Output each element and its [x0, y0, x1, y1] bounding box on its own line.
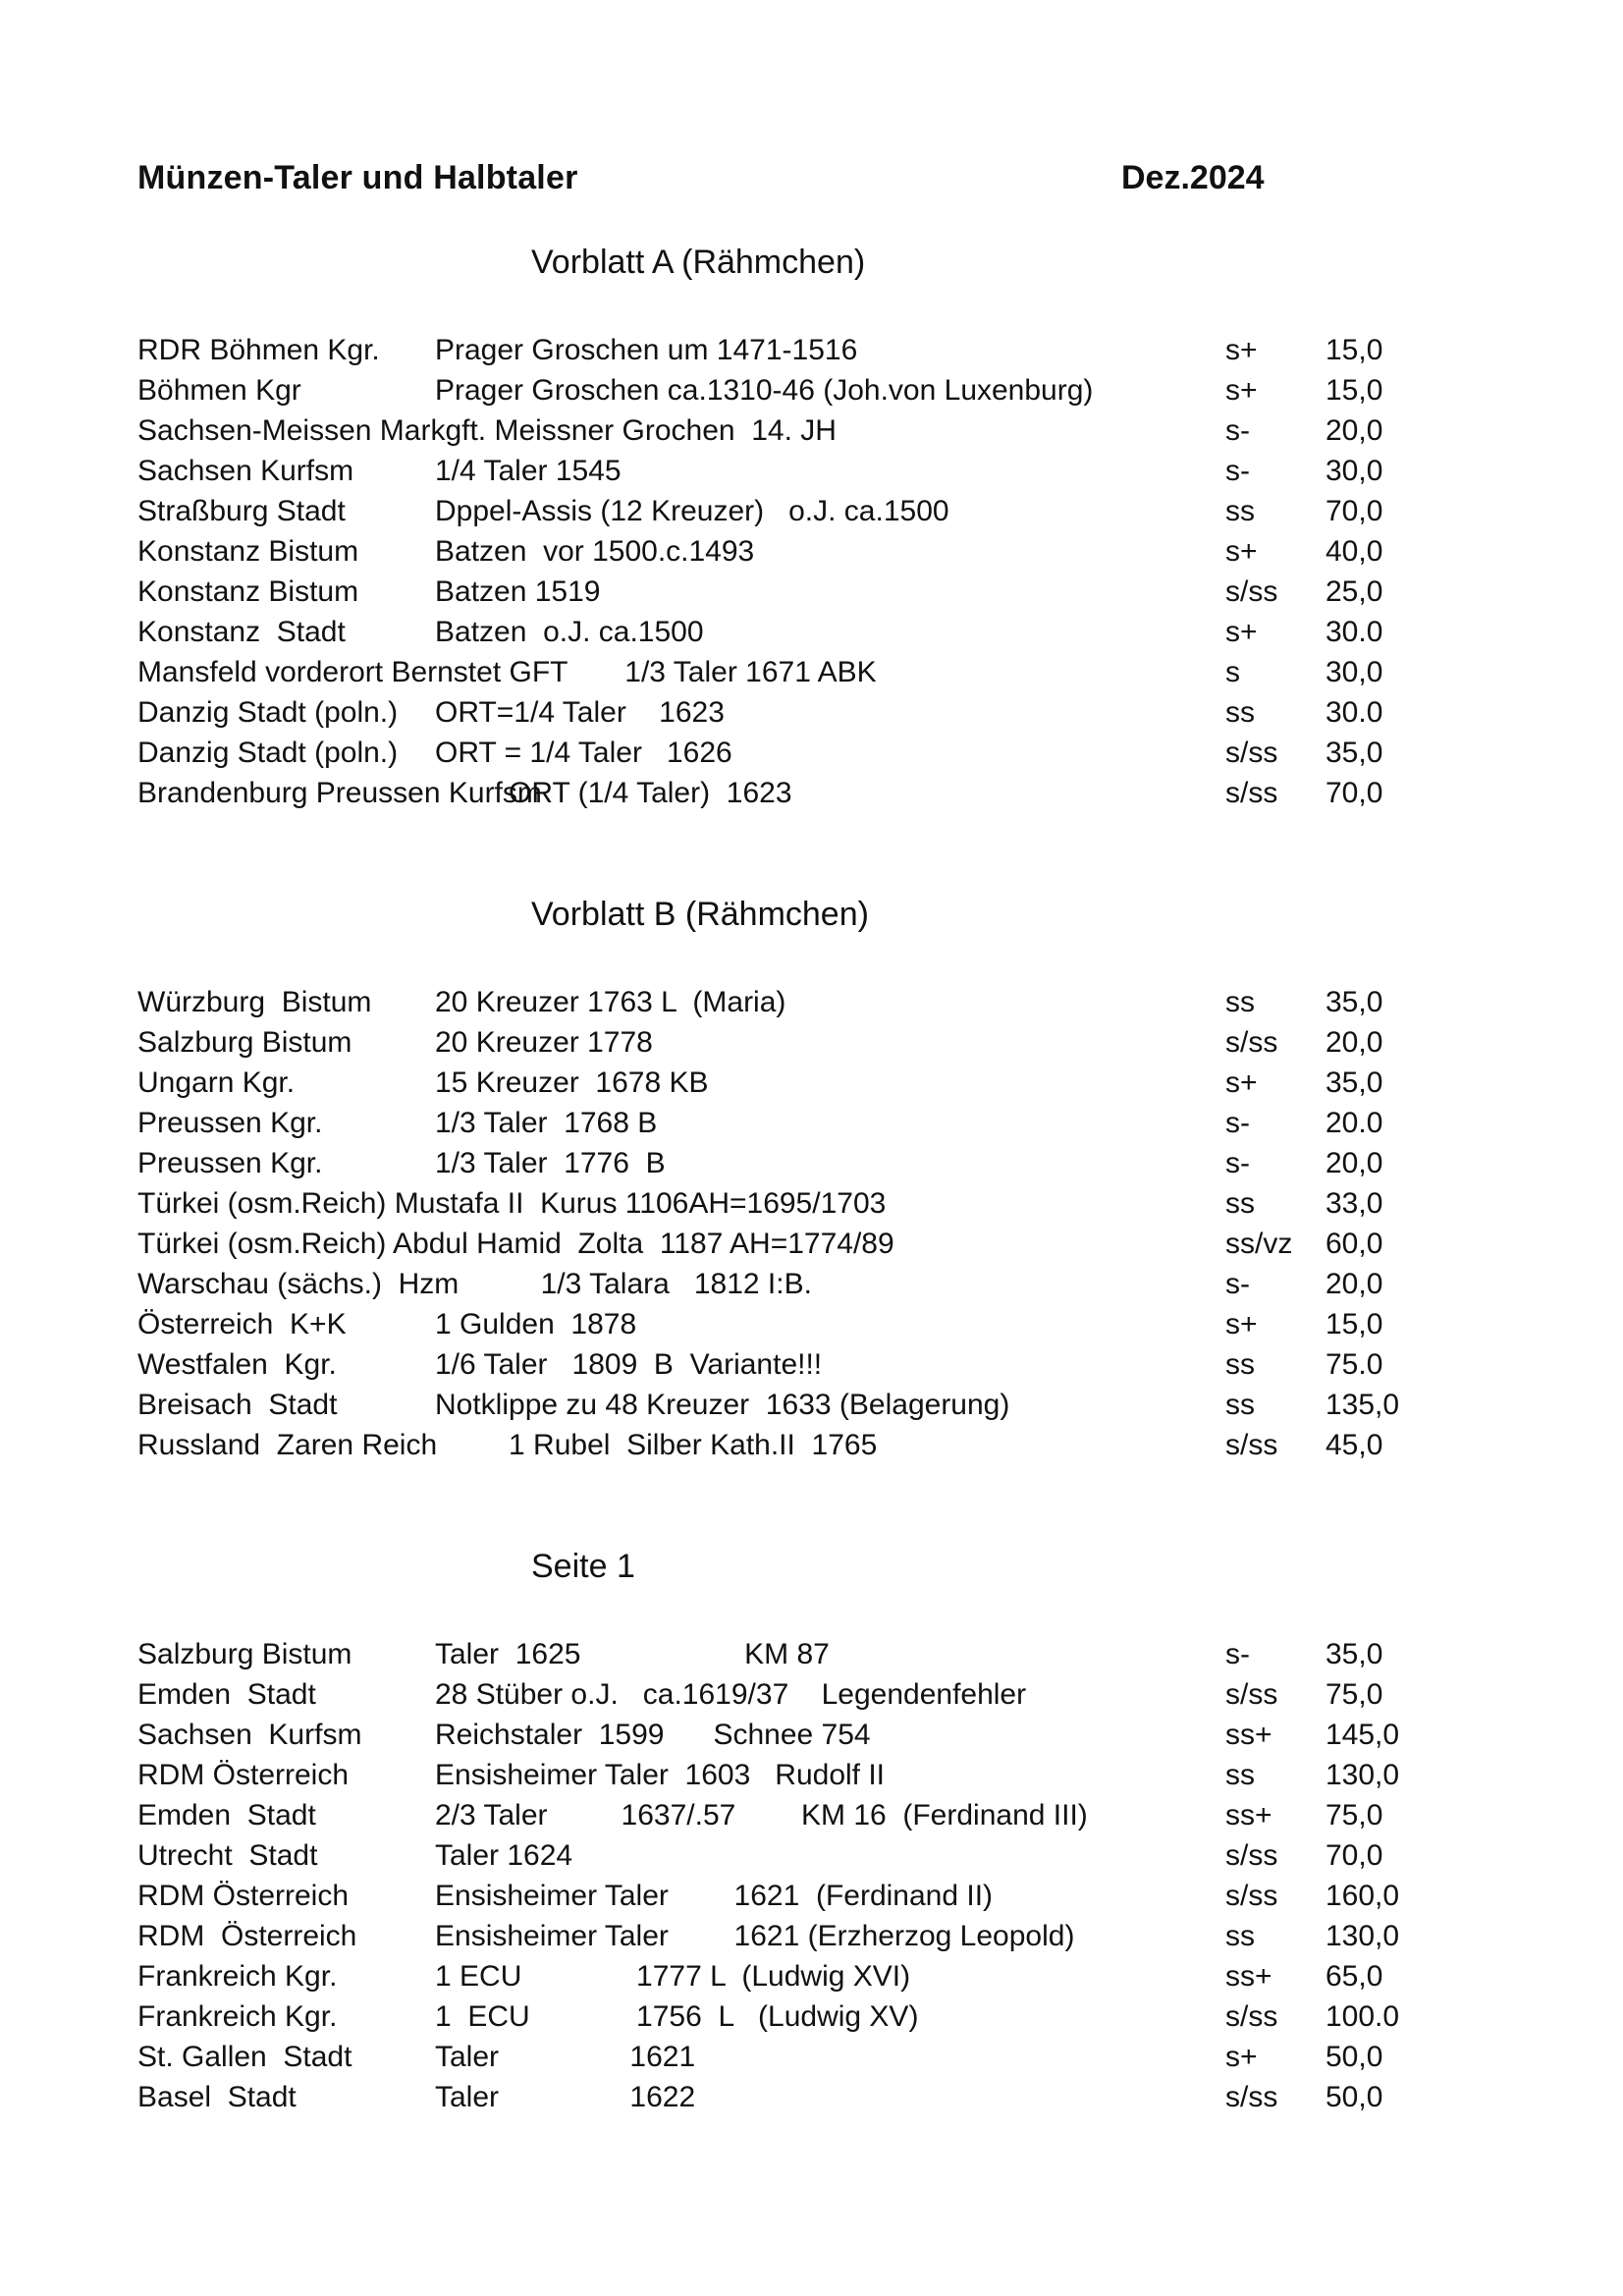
- coin-grade: ss+: [1225, 1719, 1272, 1751]
- coin-grade: s-: [1225, 1268, 1250, 1300]
- coin-description: 1/4 Taler 1545: [435, 455, 622, 487]
- coin-row: [0, 1876, 1623, 1916]
- document-title: Münzen-Taler und Halbtaler: [137, 159, 578, 196]
- coin-row: [0, 1022, 1623, 1063]
- coin-region: Sachsen Kurfsm: [137, 1719, 362, 1751]
- coin-row: [0, 2037, 1623, 2077]
- coin-grade: ss: [1225, 1348, 1255, 1381]
- coin-row: [0, 1264, 1623, 1304]
- coin-region: Salzburg Bistum: [137, 1026, 352, 1059]
- coin-description: Batzen 1519: [435, 575, 601, 608]
- coin-grade: s+: [1225, 334, 1258, 366]
- coin-price: 35,0: [1325, 1638, 1383, 1670]
- coin-price: 75.0: [1325, 1348, 1383, 1381]
- coin-region: RDM Österreich: [137, 1759, 350, 1791]
- coin-price: 75,0: [1325, 1799, 1383, 1831]
- coin-grade: s+: [1225, 616, 1258, 648]
- coin-grade: s/ss: [1225, 1026, 1278, 1059]
- coin-description: 20 Kreuzer 1763 L (Maria): [435, 986, 786, 1018]
- coin-description: Batzen vor 1500.c.1493: [435, 535, 755, 568]
- coin-row: [0, 330, 1623, 370]
- coin-description: Taler 1625 KM 87: [435, 1638, 830, 1670]
- coin-region: Breisach Stadt: [137, 1389, 338, 1421]
- coin-description: Prager Groschen um 1471-1516: [435, 334, 858, 366]
- coin-price: 30.0: [1325, 616, 1383, 648]
- coin-grade: ss+: [1225, 1799, 1272, 1831]
- coin-region: Brandenburg Preussen Kurfsm: [137, 777, 542, 809]
- coin-row: [0, 410, 1623, 451]
- coin-price: 33,0: [1325, 1187, 1383, 1220]
- document-date: Dez.2024: [1121, 159, 1265, 196]
- coin-row: [0, 1835, 1623, 1876]
- coin-region: RDM Österreich: [137, 1880, 350, 1912]
- coin-row: [0, 451, 1623, 491]
- coin-grade: s/ss: [1225, 777, 1278, 809]
- coin-price: 70,0: [1325, 495, 1383, 527]
- coin-price: 15,0: [1325, 374, 1383, 407]
- coin-row: [0, 1183, 1623, 1224]
- coin-region: Konstanz Stadt: [137, 616, 346, 648]
- coin-description: Taler 1622: [435, 2081, 696, 2113]
- coin-grade: s/ss: [1225, 575, 1278, 608]
- section-heading-vorblatt-a: Vorblatt A (Rähmchen): [531, 244, 866, 281]
- coin-price: 35,0: [1325, 737, 1383, 769]
- coin-description: Taler 1624: [435, 1839, 573, 1872]
- coin-description: 1 ECU 1777 L (Ludwig XVI): [435, 1960, 911, 1993]
- coin-region: Danzig Stadt (poln.): [137, 737, 399, 769]
- coin-grade: ss: [1225, 1920, 1255, 1952]
- coin-price: 65,0: [1325, 1960, 1383, 1993]
- coin-list-seite-1: [0, 1634, 1623, 2117]
- coin-description: Batzen o.J. ca.1500: [435, 616, 704, 648]
- coin-grade: s-: [1225, 1638, 1250, 1670]
- coin-region: Würzburg Bistum: [137, 986, 372, 1018]
- coin-region: St. Gallen Stadt: [137, 2041, 352, 2073]
- coin-description: 1 Rubel Silber Kath.II 1765: [435, 1429, 878, 1461]
- coin-row: [0, 1304, 1623, 1344]
- coin-row: [0, 1385, 1623, 1425]
- coin-row: [0, 1674, 1623, 1715]
- coin-description: 20 Kreuzer 1778: [435, 1026, 653, 1059]
- coin-description: 1 ECU 1756 L (Ludwig XV): [435, 2000, 919, 2033]
- coin-grade: ss+: [1225, 1960, 1272, 1993]
- coin-region: Konstanz Bistum: [137, 535, 359, 568]
- coin-row: [0, 652, 1623, 692]
- coin-description: Ensisheimer Taler 1603 Rudolf II: [435, 1759, 886, 1791]
- coin-description: 1 Gulden 1878: [435, 1308, 637, 1340]
- coin-grade: s/ss: [1225, 2081, 1278, 2113]
- coin-row: [0, 1103, 1623, 1143]
- coin-row: [0, 370, 1623, 410]
- coin-grade: s+: [1225, 1308, 1258, 1340]
- coin-region: Russland Zaren Reich: [137, 1429, 438, 1461]
- coin-grade: s+: [1225, 2041, 1258, 2073]
- coin-grade: s/ss: [1225, 2000, 1278, 2033]
- coin-grade: s/ss: [1225, 737, 1278, 769]
- coin-grade: s+: [1225, 374, 1258, 407]
- coin-price: 135,0: [1325, 1389, 1400, 1421]
- coin-region: Westfalen Kgr.: [137, 1348, 337, 1381]
- coin-grade: s-: [1225, 414, 1250, 447]
- coin-price: 50,0: [1325, 2081, 1383, 2113]
- coin-grade: s+: [1225, 1066, 1258, 1099]
- coin-row: [0, 1063, 1623, 1103]
- coin-description: ORT (1/4 Taler) 1623: [435, 777, 792, 809]
- coin-region: Türkei (osm.Reich) Mustafa II Kurus 1106AH=1695/1703: [137, 1187, 887, 1220]
- coin-region: Ungarn Kgr.: [137, 1066, 296, 1099]
- coin-grade: ss: [1225, 1759, 1255, 1791]
- coin-region: Österreich K+K: [137, 1308, 347, 1340]
- coin-description: Reichstaler 1599 Schnee 754: [435, 1719, 871, 1751]
- coin-region: Böhmen Kgr: [137, 374, 301, 407]
- coin-row: [0, 2077, 1623, 2117]
- coin-row: [0, 531, 1623, 572]
- coin-price: 15,0: [1325, 1308, 1383, 1340]
- coin-grade: ss/vz: [1225, 1228, 1293, 1260]
- section-heading-vorblatt-b: Vorblatt B (Rähmchen): [531, 896, 869, 933]
- coin-price: 75,0: [1325, 1678, 1383, 1711]
- coin-description: 1/6 Taler 1809 B Variante!!!: [435, 1348, 823, 1381]
- coin-price: 20,0: [1325, 1268, 1383, 1300]
- coin-region: RDR Böhmen Kgr.: [137, 334, 380, 366]
- coin-grade: s/ss: [1225, 1678, 1278, 1711]
- coin-grade: s-: [1225, 1147, 1250, 1179]
- coin-description: Dppel-Assis (12 Kreuzer) o.J. ca.1500: [435, 495, 949, 527]
- coin-price: 45,0: [1325, 1429, 1383, 1461]
- coin-row: [0, 491, 1623, 531]
- coin-region: Frankreich Kgr.: [137, 2000, 338, 2033]
- coin-price: 130,0: [1325, 1920, 1400, 1952]
- coin-price: 15,0: [1325, 334, 1383, 366]
- coin-price: 40,0: [1325, 535, 1383, 568]
- coin-row: [0, 1715, 1623, 1755]
- coin-price: 145,0: [1325, 1719, 1400, 1751]
- coin-region: Konstanz Bistum: [137, 575, 359, 608]
- coin-row: [0, 1425, 1623, 1465]
- coin-description: 2/3 Taler 1637/.57 KM 16 (Ferdinand III): [435, 1799, 1088, 1831]
- coin-row: [0, 1143, 1623, 1183]
- coin-grade: s: [1225, 656, 1240, 688]
- coin-price: 160,0: [1325, 1880, 1400, 1912]
- coin-price: 50,0: [1325, 2041, 1383, 2073]
- coin-grade: s/ss: [1225, 1429, 1278, 1461]
- coin-grade: s-: [1225, 455, 1250, 487]
- coin-row: [0, 692, 1623, 733]
- coin-grade: s/ss: [1225, 1880, 1278, 1912]
- coin-description: Ensisheimer Taler 1621 (Erzherzog Leopold): [435, 1920, 1075, 1952]
- coin-region: Emden Stadt: [137, 1799, 316, 1831]
- coin-price: 20,0: [1325, 414, 1383, 447]
- coin-row: [0, 1795, 1623, 1835]
- coin-description: 1/3 Taler 1768 B: [435, 1107, 658, 1139]
- coin-grade: s+: [1225, 535, 1258, 568]
- coin-grade: ss: [1225, 986, 1255, 1018]
- coin-grade: ss: [1225, 495, 1255, 527]
- coin-price: 35,0: [1325, 986, 1383, 1018]
- coin-row: [0, 1916, 1623, 1956]
- coin-price: 30,0: [1325, 656, 1383, 688]
- coin-price: 100.0: [1325, 2000, 1400, 2033]
- coin-description: Taler 1621: [435, 2041, 696, 2073]
- coin-region: Preussen Kgr.: [137, 1147, 323, 1179]
- coin-grade: ss: [1225, 696, 1255, 729]
- coin-price: 130,0: [1325, 1759, 1400, 1791]
- coin-price: 20.0: [1325, 1107, 1383, 1139]
- coin-description: Prager Groschen ca.1310-46 (Joh.von Luxenburg): [435, 374, 1094, 407]
- coin-row: [0, 773, 1623, 813]
- coin-price: 20,0: [1325, 1026, 1383, 1059]
- coin-grade: s-: [1225, 1107, 1250, 1139]
- coin-description: 28 Stüber o.J. ca.1619/37 Legendenfehler: [435, 1678, 1027, 1711]
- coin-price: 30.0: [1325, 696, 1383, 729]
- coin-price: 30,0: [1325, 455, 1383, 487]
- coin-region: Emden Stadt: [137, 1678, 316, 1711]
- coin-row: [0, 1634, 1623, 1674]
- coin-row: [0, 1956, 1623, 1996]
- section-heading-seite-1: Seite 1: [531, 1548, 635, 1585]
- coin-region: Mansfeld vorderort Bernstet GFT 1/3 Taler 1671 ABK: [137, 656, 877, 688]
- coin-region: Salzburg Bistum: [137, 1638, 352, 1670]
- coin-region: Sachsen-Meissen Markgft. Meissner Grochen 14. JH: [137, 414, 837, 447]
- coin-row: [0, 1755, 1623, 1795]
- coin-grade: ss: [1225, 1187, 1255, 1220]
- coin-price: 60,0: [1325, 1228, 1383, 1260]
- coin-grade: s/ss: [1225, 1839, 1278, 1872]
- coin-row: [0, 612, 1623, 652]
- coin-description: Notklippe zu 48 Kreuzer 1633 (Belagerung): [435, 1389, 1010, 1421]
- coin-description: Ensisheimer Taler 1621 (Ferdinand II): [435, 1880, 994, 1912]
- coin-row: [0, 1996, 1623, 2037]
- coin-description: 1/3 Taler 1776 B: [435, 1147, 666, 1179]
- coin-region: RDM Österreich: [137, 1920, 357, 1952]
- coin-row: [0, 1224, 1623, 1264]
- coin-region: Sachsen Kurfsm: [137, 455, 354, 487]
- coin-region: Frankreich Kgr.: [137, 1960, 338, 1993]
- coin-row: [0, 982, 1623, 1022]
- coin-list-vorblatt-a: [0, 330, 1623, 813]
- coin-region: Preussen Kgr.: [137, 1107, 323, 1139]
- coin-price: 70,0: [1325, 1839, 1383, 1872]
- coin-region: Straßburg Stadt: [137, 495, 346, 527]
- coin-grade: ss: [1225, 1389, 1255, 1421]
- coin-price: 25,0: [1325, 575, 1383, 608]
- coin-row: [0, 572, 1623, 612]
- coin-region: Utrecht Stadt: [137, 1839, 318, 1872]
- coin-list-vorblatt-b: [0, 982, 1623, 1465]
- coin-description: 15 Kreuzer 1678 KB: [435, 1066, 709, 1099]
- coin-region: Danzig Stadt (poln.): [137, 696, 399, 729]
- coin-region: Türkei (osm.Reich) Abdul Hamid Zolta 1187 AH=1774/89: [137, 1228, 894, 1260]
- coin-region: Basel Stadt: [137, 2081, 297, 2113]
- coin-description: ORT = 1/4 Taler 1626: [435, 737, 732, 769]
- coin-row: [0, 1344, 1623, 1385]
- coin-description: ORT=1/4 Taler 1623: [435, 696, 725, 729]
- coin-price: 20,0: [1325, 1147, 1383, 1179]
- coin-row: [0, 733, 1623, 773]
- coin-price: 70,0: [1325, 777, 1383, 809]
- coin-region: Warschau (sächs.) Hzm 1/3 Talara 1812 I:B.: [137, 1268, 812, 1300]
- coin-price: 35,0: [1325, 1066, 1383, 1099]
